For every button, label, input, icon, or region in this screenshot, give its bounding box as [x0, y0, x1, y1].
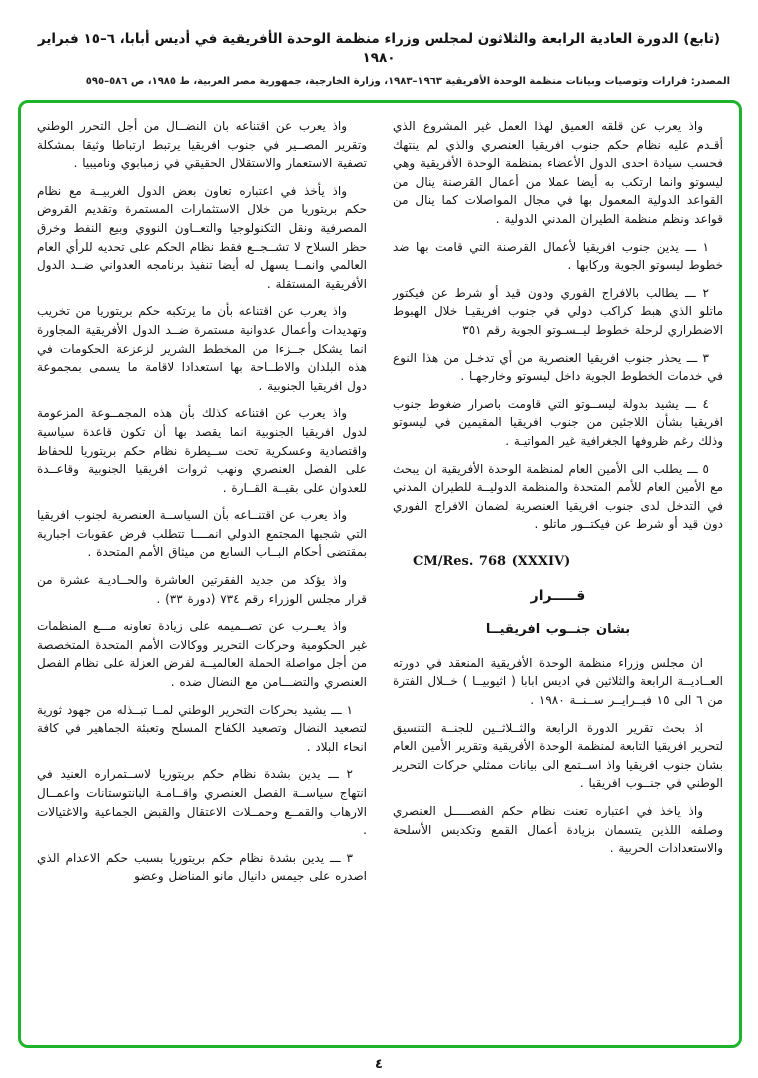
numbered-item: ٣ ـــ يدين بشدة نظام حكم بريتوريا بسبب حكم الاعدام الذي اصدره على جيمس دانيال مانو المناضل وعضو [37, 850, 367, 884]
resolution-reference: CM/Res. 768 (XXXIV) [413, 553, 571, 569]
numbered-item: ٥ ـــ يطلب الى الأمين العام لمنظمة الوحدة الأفريقية ان يبحث مع الأمين العام للأمم المتحدة والمنظمة الدوليــة للطيران المدني في التدخل لدى جنوب افريقيا العنصرية لضمان الافراج الفوري دون قيد أو شرط عن فيكتــور ماتلو . [393, 461, 723, 532]
page-number: ٤ [375, 1057, 383, 1072]
paragraph: واذ يأخذ في اعتباره تعاون بعض الدول الغربيــة مع نظام حكم بريتوريا من خلال الاستثمارات المستمرة وتقديم القروض المصرفية ونقل التكنولوجيا والتعــاون النووي وبيع النفط وخرق حظر السلاح لا تشــجــع فقط نظام الحكم على تحديه للرأي العام العالمي وانمــا يسهل له أيضا تنفيذ برنامجه العدواني ضــد الدول الأفريقية المستقلة . [37, 183, 367, 291]
resolution-title: قـــــرار [530, 588, 586, 605]
paragraph: واذ يعرب عن اقتناعه بأن ما يرتكبه حكم بريتوريا من تخريب وتهديدات وأعمال عدوانية مستمرة ضــد الدول الأفريقية المجاورة انما يشكل جــزءا من المخطط الشرير لزعزعة الحكومات في هذه البلدان والاطــاحة بها استعدادا لاقامة ما يسمى بمجموعة دول افريقيا الجنوبية . [37, 304, 367, 393]
paragraph: واذ يعرب عن اقتنــاعه بأن السياســة العنصرية لجنوب افريقيا التي شجبها المجتمع الدولي انمــــا تتطلب فرض عقوبات اجبارية بمقتضى أحكام البــاب السابع من ميثاق الأمم المتحدة . [37, 508, 367, 560]
paragraph: واذ يعرب عن اقتناعه بان النضــال من أجل التحرر الوطني وتقرير المصــير في جنوب افريقيا يرتبط ارتباطا وثيقا بمشكلة تصفية الاستعمار والاستقلال الحقيقي في زمبابوي وناميبيا . [37, 119, 367, 171]
header-title: (تابع) الدورة العادية الرابعة والثلاثون لمجلس وزراء منظمة الوحدة الأفريقية في أديس أبابا، ٦–١٥ فبراير ١٩٨٠ [37, 31, 721, 66]
numbered-item: ٣ ـــ يحذر جنوب افريقيا العنصرية من أي تدخـل من هذا النوع في خدمات الخطوط الجوية داخل ليسوتو وخارجهـا . [393, 350, 723, 384]
numbered-item: ١ ـــ يدين جنوب افريقيا لأعمال القرصنة التي قامت بها ضد خطوط ليسوتو الجوية وركابها . [393, 239, 723, 273]
page-footer [0, 1057, 758, 1072]
paragraph: واذ يعرب عن اقتناعه كذلك بأن هذه المجمــوعة المزعومة لدول افريقيا الجنوبية انما يقصد بها أن تكون قاعدة سياسية واقتصادية وعسكرية تحت ســيطرة نظام حكم بريتوريا للحفاظ على الفصل العنصري ونهب ثروات افريقيا الجنوبية وقاعــدة للعدوان على بقيــة القــارة . [37, 406, 367, 495]
right-column [393, 117, 723, 1035]
paragraph: واذ ياخذ في اعتباره تعنت نظام حكم الفصـــــل العنصري وصلفه اللذين يتسمان بزيادة أعمال القمع وتكديس الأسلحة والاستعدادات الحربية . [393, 804, 723, 856]
content-border-box [18, 100, 742, 1048]
paragraph: اذ بحث تقرير الدورة الرابعة والثــلاثــين للجنــة التنسيق لتحرير افريقيا التابعة لمنظمة الوحدة الأفريقية وتقرير الأمين العام بشان جنوب افريقيا واذ اســتمع الى بيانات ممثلي حركات التحرير الوطني في جنــوب افريقيا . [393, 720, 723, 791]
two-column-layout [37, 117, 723, 1035]
paragraph: ان مجلس وزراء منظمة الوحدة الأفريقية المنعقد في دورته العــاديــة الرابعة والثلاثين في اديس ابابا ( اثيوبيــا ) خــلال الفترة من ٦ الى ١٥ فبــرايــر ســنــة ١٩٨٠ . [393, 655, 723, 708]
paragraph: واذ يعــرب عن تصــميمه على زيادة تعاونه مـــع المنظمات غير الحكومية وحركات التحرير ووكالات الأمم المتحدة المتخصصة من أجل مواصلة الحملة العالميــة لفرض العزلة على نظام الفصل العنصري والتضـــامن مع النضال ضده . [37, 619, 367, 690]
numbered-item: ١ ـــ يشيد بحركات التحرير الوطني لمــا تبــذله من جهود ثورية لتصعيد النضال وتصعيد الكفاح المسلح وتعبئة الجماهير في كافة انحاء البلاد . [37, 702, 367, 754]
numbered-item: ٤ ـــ يشيد بدولة ليســوتو التي قاومت باصرار ضغوط جنوب افريقيا بشأن اللاجئين من جنوب افريقيا المقيمين في ليسوتو وذلك رغم ظروفها الجغرافية غير المواتيـة . [393, 396, 723, 448]
header-source: المصدر: قرارات وتوصيات وبيانات منظمة الوحدة الأفريقية ١٩٦٣–١٩٨٣، وزارة الخارجية، جمهورية مصر العربية، ط ١٩٨٥، ص ٥٨٦–٥٩٥ [85, 75, 730, 87]
numbered-item: ٢ ـــ يطالب بالافراج الفوري ودون قيد أو شرط عن فيكتور ماتلو الذي هبط كراكب دولي في جنوب افريقيـا خلال الهبوط الاضطراري لرحلة خطوط ليــسـوتو الجوية رقم ٣٥١ [393, 285, 723, 337]
resolution-subtitle: بشان جنــوب افريقيــا [485, 621, 631, 637]
left-column [37, 117, 367, 1035]
numbered-item: ٢ ـــ يدين بشدة نظام حكم بريتوريا لاســتمراره العنيد في انتهاج سياســة الفصل العنصري واقــامـة البانتوستانات واعمــال الارهاب والقمــع وحمــلات الاعتقال والقبض الجماعية والاغتيالات . [37, 767, 367, 838]
page-header [0, 0, 758, 89]
paragraph: واذ يعرب عن قلقه العميق لهذا العمل غير المشروع الذي أقـدم عليه نظام حكم جنوب افريقيا العنصري والذي لم ينتهك فحسب سيادة احدى الدول الأعضاء بمنظمة الوحدة الأفريقية وهي ليسوتو وانما ارتكب به أيضا عملا من أعمال القرصنة ينال من القواعد الدولية المعمول بها في مجال المواصلات كما ينال من قواعد ونظم منظمة الطيران المدني الدولية . [393, 119, 723, 226]
paragraph: واذ يؤكد من جديد الفقرتين العاشرة والحــاديـة عشرة من قرار مجلس الوزراء رقم ٧٣٤ (دورة ٣٣) . [37, 573, 367, 606]
